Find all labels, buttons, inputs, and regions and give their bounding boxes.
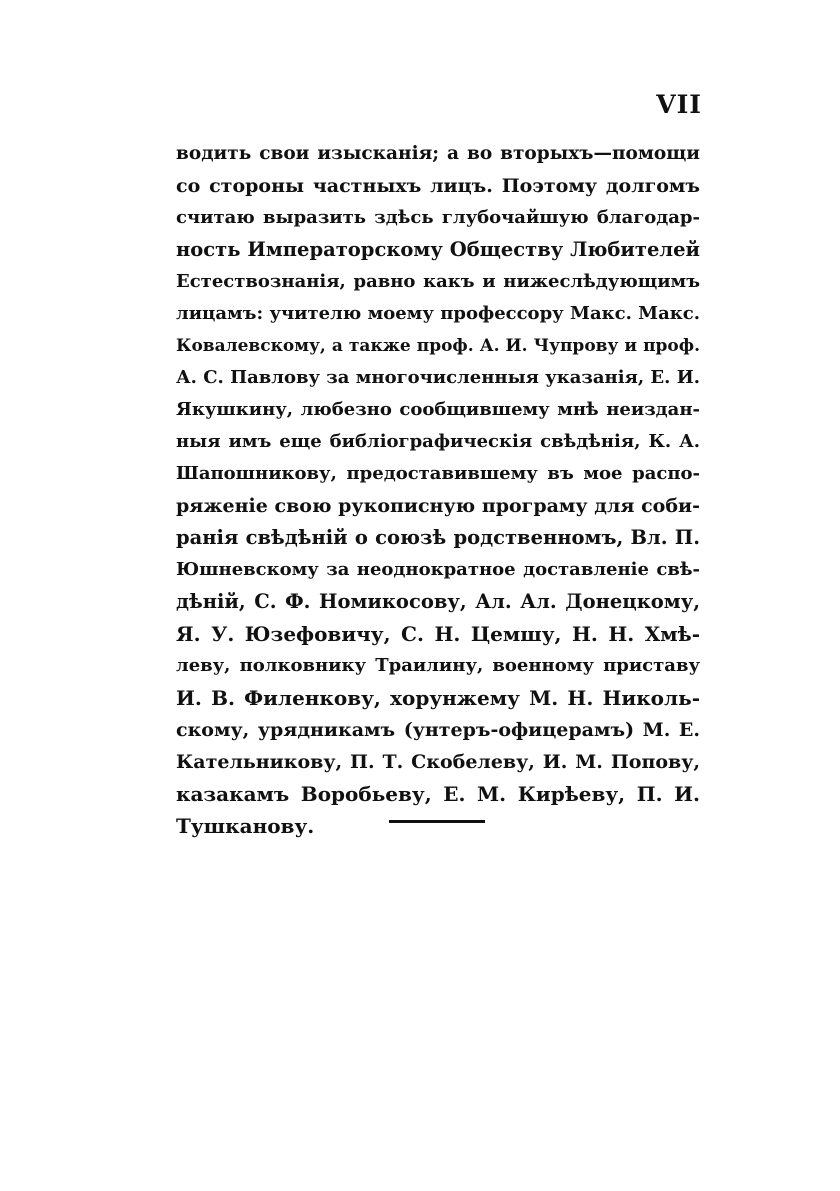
page-number: VII xyxy=(656,90,702,119)
text-line: водить свои изысканія; а во вторыхъ—помощи xyxy=(176,143,700,164)
text-line: считаю выразить здѣсь глубочайшую благодар- xyxy=(176,207,700,228)
text-line: Якушкину, любезно сообщившему мнѣ неиздан- xyxy=(176,399,700,420)
text-line: леву, полковнику Траилину, военному приставу xyxy=(176,655,700,676)
text-line: дѣній, С. Ф. Номикосову, Ал. Ал. Донецкому, xyxy=(176,590,700,613)
body-text xyxy=(176,138,700,842)
text-line: казакамъ Воробьеву, Е. М. Кирѣеву, П. И. xyxy=(176,782,700,806)
text-line: ныя имъ еще библіографическія свѣдѣнія, К. А. xyxy=(176,431,700,452)
text-line: со стороны частныхъ лицъ. Поэтому долгомъ xyxy=(176,175,700,197)
text-line: Кательникову, П. Т. Скобелеву, И. М. Попову, xyxy=(176,751,700,773)
text-line: Естествознанія, равно какъ и нижеслѣдующимъ xyxy=(176,271,700,292)
text-line: Я. У. Юзефовичу, С. Н. Цемшу, Н. Н. Хмѣ- xyxy=(176,622,700,646)
text-line: Юшневскому за неоднократное доставленіе свѣ- xyxy=(176,559,700,580)
text-line: Шапошникову, предоставившему въ мое распо- xyxy=(176,463,700,484)
text-line: И. В. Филенкову, хорунжему М. Н. Николь- xyxy=(176,686,700,710)
text-line: Ковалевскому, а также проф. А. И. Чупрову и проф. xyxy=(176,336,700,356)
text-line: Тушканову. xyxy=(176,814,315,838)
text-line: ряженіе свою рукописную програму для соби- xyxy=(176,495,700,517)
text-line: ранія свѣдѣній о союзѣ родственномъ, Вл. П. xyxy=(176,526,700,549)
text-line: А. С. Павлову за многочисленныя указанія, Е. И. xyxy=(176,367,700,388)
closing-rule xyxy=(389,820,485,823)
text-line: лицамъ: учителю моему профессору Макс. Макс. xyxy=(176,303,700,324)
text-line: ность Императорскому Обществу Любителей xyxy=(176,238,700,261)
text-line: скому, урядникамъ (унтеръ-офицерамъ) М. Е. xyxy=(176,719,700,741)
